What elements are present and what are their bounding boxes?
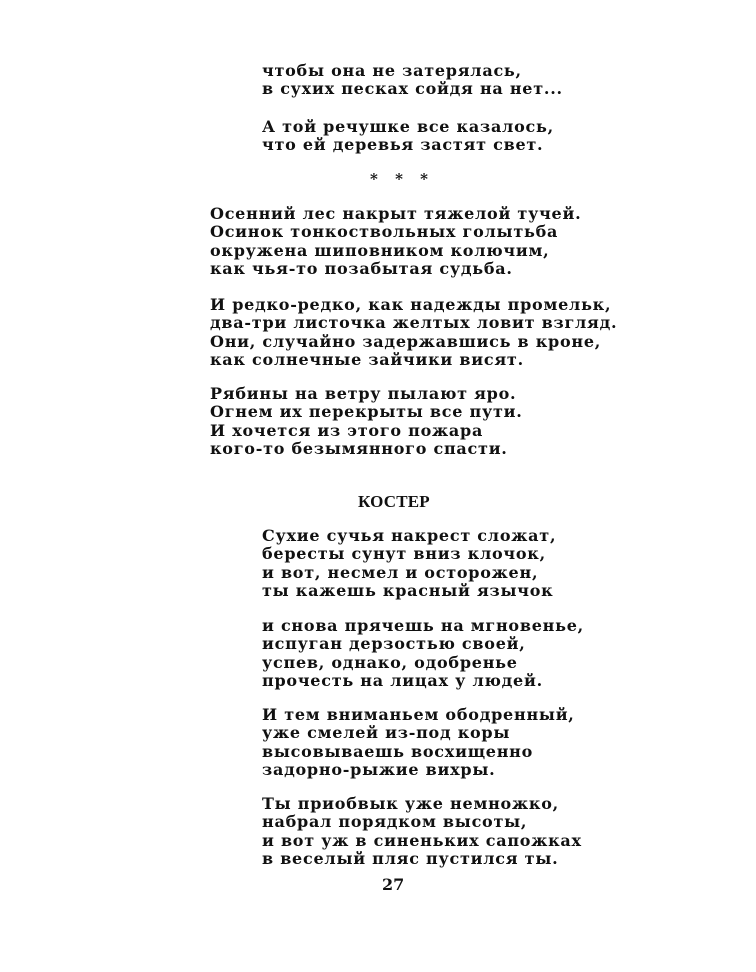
poem-line: успев, однако, одобренье — [262, 652, 518, 672]
poem-line: прочесть на лицах у людей. — [262, 670, 543, 690]
poem-line: в веселый пляс пустился ты. — [262, 848, 559, 868]
poem-title: КОСТЕР — [358, 492, 430, 511]
poem-line: испуган дерзостью своей, — [262, 634, 526, 654]
section-separator: * * * — [370, 170, 434, 188]
poem-line: уже смелей из-под коры — [262, 723, 511, 743]
poem-line: Ты приобвык уже немножко, — [262, 794, 559, 813]
poem-line: что ей деревья застят свет. — [262, 135, 544, 155]
poem-line: бересты сунут вниз клочок, — [262, 544, 546, 564]
poem-line: чтобы она не затерялась, — [262, 61, 522, 80]
poem-line: задорно-рыжие вихры. — [262, 759, 496, 779]
poem-line: А той речушке все казалось, — [262, 117, 554, 136]
untitled-poem-stanza-3 — [210, 385, 523, 458]
poem-line: Огнем их перекрыты все пути. — [210, 402, 523, 422]
koster-stanza-4 — [262, 795, 582, 868]
poem-line: Они, случайно задержавшись в кроне, — [210, 331, 602, 351]
koster-stanza-1 — [262, 527, 556, 600]
poem-line: Осинок тонкоствольных голытьба — [210, 222, 559, 242]
untitled-poem-stanza-2 — [210, 296, 617, 369]
poem-line: И хочется из этого пожара — [210, 420, 484, 440]
poem-line: и вот уж в синеньких сапожках — [262, 830, 582, 850]
poem-line: и вот, несмел и осторожен, — [262, 562, 539, 582]
poem-line: в сухих песках сойдя на нет... — [262, 79, 563, 99]
poem-line: ты кажешь красный язычок — [262, 580, 554, 600]
poem-line: высовываешь восхищенно — [262, 741, 534, 761]
poem-line: и снова прячешь на мгновенье, — [262, 616, 584, 635]
poem-line: два-три листочка желтых ловит взгляд. — [210, 313, 618, 333]
poem-line: И тем вниманьем ободренный, — [262, 705, 575, 724]
untitled-poem-stanza-1 — [210, 205, 581, 278]
page-number: 27 — [382, 875, 405, 894]
koster-stanza-2 — [262, 617, 584, 690]
poem-line: как чья-то позабытая судьба. — [210, 258, 513, 278]
poem-line: как солнечные зайчики висят. — [210, 349, 524, 369]
poem-line: Рябины на ветру пылают яро. — [210, 384, 517, 403]
poem-line: Осенний лес накрыт тяжелой тучей. — [210, 204, 582, 223]
poem-line: Сухие сучья накрест сложат, — [262, 526, 557, 545]
poem-line: набрал порядком высоты, — [262, 812, 528, 832]
stanza-fragment-1 — [262, 62, 563, 99]
poem-line: окружена шиповником колючим, — [210, 240, 550, 260]
koster-stanza-3 — [262, 706, 575, 779]
poem-line: И редко-редко, как надежды промельк, — [210, 295, 612, 314]
poem-line: кого-то безымянного спасти. — [210, 438, 508, 458]
stanza-fragment-2 — [262, 118, 554, 155]
